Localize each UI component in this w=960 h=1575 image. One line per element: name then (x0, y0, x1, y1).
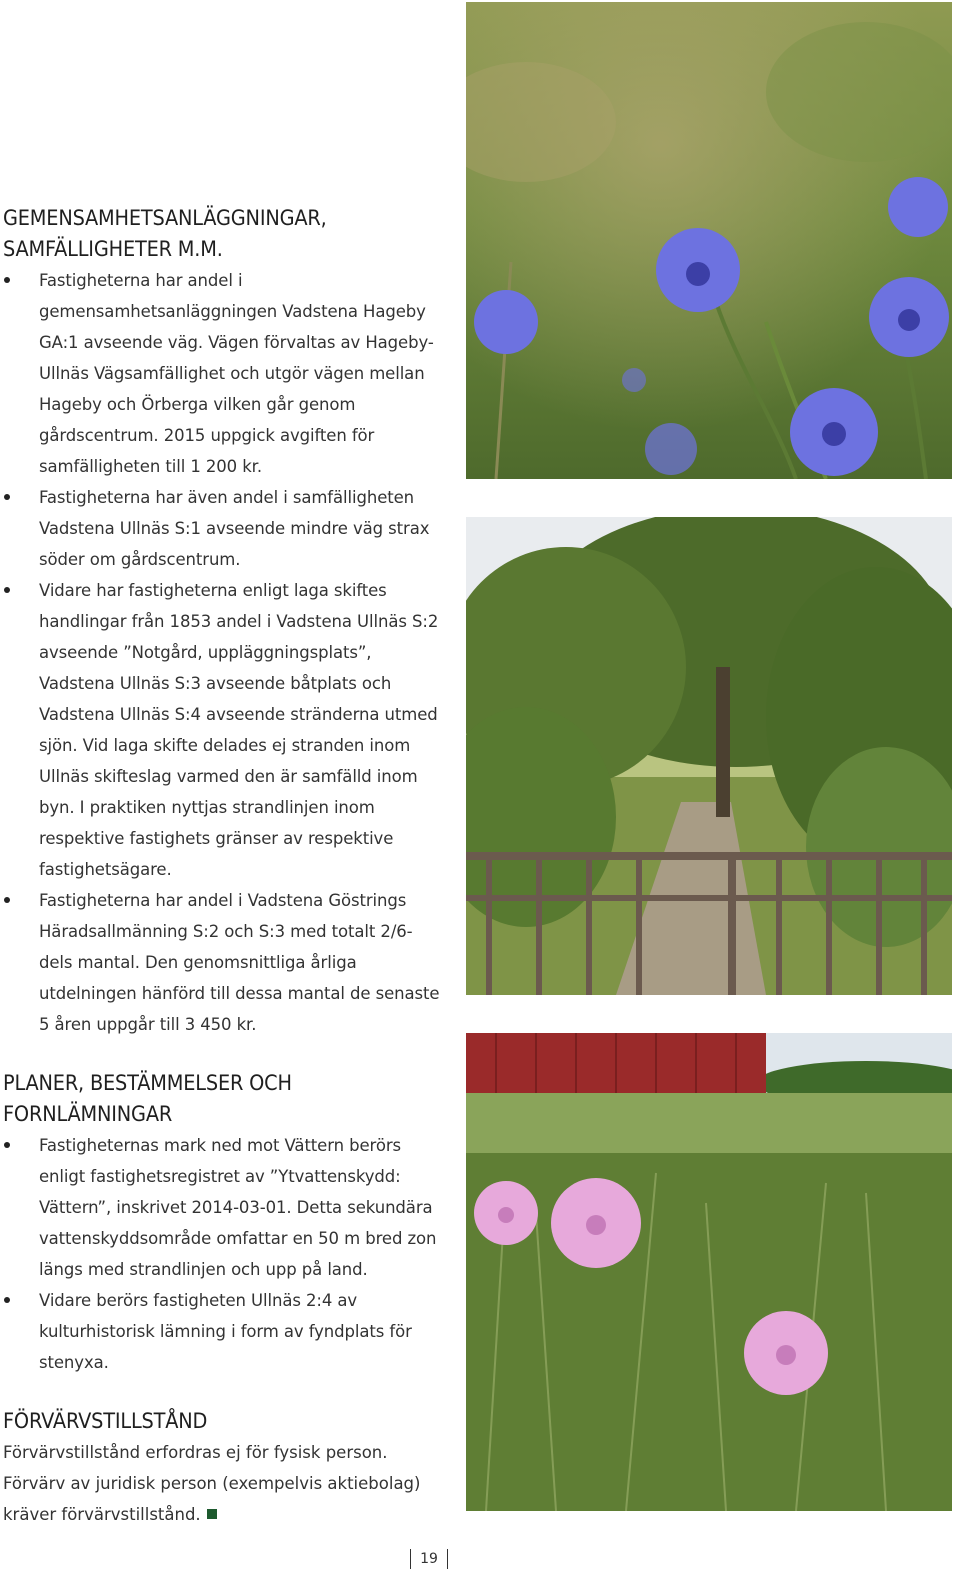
list-item: Fastigheterna har andel i Vadstena Göstrings Häradsallmänning S:2 och S:3 med totalt 2/6-dels mantal. Den genomsnittliga årliga utdelningen hänförd till dessa mantal de senaste 5 åren uppgår till 3 450 kr. (3, 885, 443, 1040)
text-column (3, 203, 443, 1530)
list-item: Fastigheternas mark ned mot Vättern berörs enligt fastighetsregistret av ”Ytvattenskydd: Vättern”, inskrivet 2014-03-01. Detta sekundära vattenskyddsområde omfattar en 50 m bred zon längs med strandlinjen och upp på land. (3, 1130, 443, 1285)
section-heading (3, 203, 408, 265)
heading-line-2: FORNLÄMNINGAR (3, 1102, 173, 1126)
section-body (3, 1437, 443, 1530)
heading-line-2: SAMFÄLLIGHETER M.M. (3, 237, 223, 261)
mallow-barn-image (466, 1033, 952, 1511)
section-samfalligheter (3, 203, 443, 1040)
heading-line-1: PLANER, BESTÄMMELSER OCH (3, 1071, 292, 1095)
heading-line-1: FÖRVÄRVSTILLSTÅND (3, 1409, 208, 1433)
page-number: 19 (410, 1549, 448, 1569)
end-mark-square (207, 1509, 217, 1519)
list-item: Fastigheterna har andel i gemensamhetsanläggningen Vadstena Hageby GA:1 avseende väg. Vägen förvaltas av Hageby-Ullnäs Vägsamfällighet och utgör vägen mellan Hageby och Örberga vilken går genom gårdscentrum. 2015 uppgick avgiften för samfälligheten till 1 200 kr. (3, 265, 443, 482)
section-heading (3, 1406, 408, 1437)
tree-path-image (466, 517, 952, 995)
photo-tree-path (466, 517, 952, 995)
list-item: Vidare berörs fastigheten Ullnäs 2:4 av kulturhistorisk lämning i form av fyndplats för stenyxa. (3, 1285, 443, 1378)
bullet-list (3, 265, 443, 1040)
section-heading (3, 1068, 408, 1130)
photo-mallow-barn (466, 1033, 952, 1511)
bullet-list (3, 1130, 443, 1378)
section-forvarvstillstand (3, 1406, 443, 1530)
cornflowers-image (466, 2, 952, 479)
list-item: Fastigheterna har även andel i samfälligheten Vadstena Ullnäs S:1 avseende mindre väg strax söder om gårdscentrum. (3, 482, 443, 575)
section-planer (3, 1068, 443, 1378)
photo-cornflowers (466, 2, 952, 479)
body-text: Förvärvstillstånd erfordras ej för fysisk person. Förvärv av juridisk person (exempelvis aktiebolag) kräver förvärvstillstånd. (3, 1443, 421, 1524)
heading-line-1: GEMENSAMHETSANLÄGGNINGAR, (3, 206, 327, 230)
list-item: Vidare har fastigheterna enligt laga skiftes handlingar från 1853 andel i Vadstena Ullnäs S:2 avseende ”Notgård, uppläggningsplats”, Vadstena Ullnäs S:3 avseende båtplats och Vadstena Ullnäs S:4 avseende stränderna utmed sjön. Vid laga skifte delades ej stranden inom Ullnäs skifteslag varmed den är samfälld inom byn. I praktiken nyttjas strandlinjen inom respektive fastighets gränser av respektive fastighetsägare. (3, 575, 443, 885)
